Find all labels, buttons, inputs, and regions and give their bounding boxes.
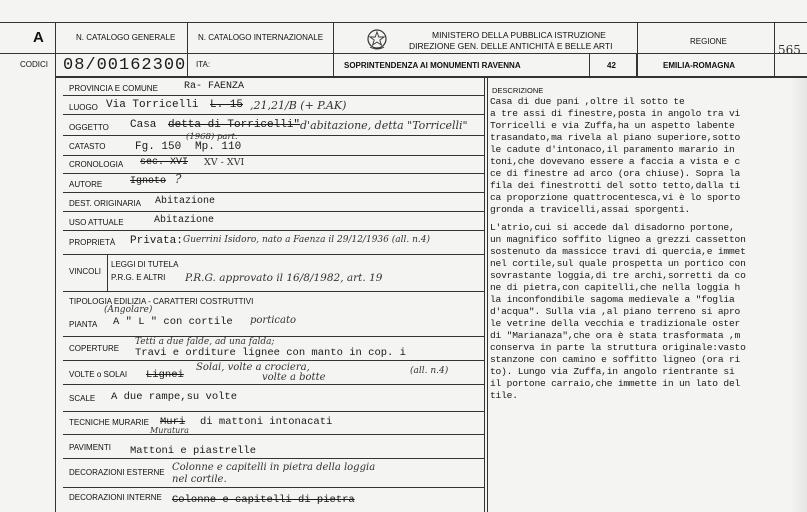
luogo-label: LUOGO — [69, 103, 98, 112]
oggetto-handwritten: d'abitazione, detta "Torricelli" — [300, 119, 468, 132]
cronologia-struck: sec. XVI — [140, 157, 189, 168]
autore-handwritten: ? — [175, 172, 182, 186]
provincia-value: Ra- FAENZA — [184, 81, 245, 92]
divider — [63, 192, 484, 193]
nct-generale-label: N. CATALOGO GENERALE — [76, 33, 176, 42]
regione-label: REGIONE — [690, 37, 727, 46]
description-line: Torricelli e via Zuffa,ha un aspetto labente — [490, 120, 735, 131]
paper-edge-shadow — [790, 77, 807, 512]
divider — [63, 434, 484, 435]
divider — [63, 384, 484, 385]
description-line: le vetrine della vecchia e tradizionale oster — [490, 318, 741, 329]
divider — [63, 230, 484, 231]
tipologia-label: TIPOLOGIA EDILIZIA - CARATTERI COSTRUTTIVI — [69, 297, 254, 306]
proprieta-label: PROPRIETÀ — [69, 238, 116, 247]
description-line: stanzone con camino e soffitto ligneo (ora ri — [490, 354, 741, 365]
volte-handwritten-2: volte a botte — [262, 372, 326, 383]
dec-esterne-label: DECORAZIONI ESTERNE — [69, 468, 165, 477]
divider — [63, 211, 484, 212]
description-line: conserva in parte la struttura originale:vasto — [490, 342, 746, 353]
description-line: a tre assi di finestre,posta in angolo tra vi — [490, 108, 741, 119]
dec-interne-label: DECORAZIONI INTERNE — [69, 493, 162, 502]
scale-label: SCALE — [69, 394, 96, 403]
code-42: 42 — [607, 61, 616, 70]
description-line: sostenuto da massicce travi di quercia,e immet — [490, 246, 746, 257]
description-line: Casa di due pani ,oltre il sotto te — [490, 96, 685, 107]
divider — [63, 114, 484, 115]
description-line: ca proporzione quattrocentesca,vi è lo sporto — [490, 192, 741, 203]
ghost-letters: ITA: — [196, 60, 211, 69]
tecniche-struck: Muri — [160, 416, 186, 428]
ministry-line-2: DIREZIONE GEN. DELLE ANTICHITÀ E BELLE ARTI — [409, 41, 613, 51]
descrizione-label: DESCRIZIONE — [492, 86, 544, 95]
divider — [107, 254, 108, 291]
luogo-struck: L. 15 — [210, 99, 244, 111]
pianta-handwritten: porticato — [250, 315, 297, 326]
description-line: toni,che dovevano essere a faccia a vista e c — [490, 156, 741, 167]
card-letter: A — [33, 29, 44, 46]
uso-label: USO ATTUALE — [69, 218, 124, 227]
divider — [589, 53, 590, 76]
autore-label: AUTORE — [69, 180, 103, 189]
provincia-label: PROVINCIA E COMUNE — [69, 84, 158, 93]
header-bottom-rule — [55, 76, 807, 78]
pavimenti-value: Mattoni e piastrelle — [130, 445, 257, 457]
dest-value: Abitazione — [155, 196, 216, 207]
tecniche-label: TECNICHE MURARIE — [69, 418, 150, 427]
divider — [55, 22, 56, 512]
divider — [484, 77, 485, 512]
luogo-handwritten: ,21,21/B (+ P.AK) — [250, 99, 347, 112]
description-line: ne di pietra,con capitelli,che nella loggia h — [490, 282, 741, 293]
cronologia-handwritten: XV - XVI — [204, 157, 245, 168]
divider — [774, 22, 775, 76]
tecniche-handwritten: Muratura — [150, 426, 189, 435]
divider — [637, 22, 638, 76]
oggetto-label: OGGETTO — [69, 123, 109, 132]
description-line: la inconfondibile sagoma medievale a "foglia — [490, 294, 735, 305]
divider — [63, 291, 484, 292]
description-line: L'atrio,cui si accede dal disadorno portone, — [490, 222, 735, 233]
prg-label: P.R.G. E ALTRI — [111, 273, 166, 282]
proprieta-typed: Privata: — [130, 235, 183, 247]
pianta-typed: A " L " con cortile — [113, 316, 233, 328]
autore-value: Ignoto — [130, 176, 167, 187]
coperture-label: COPERTURE — [69, 344, 120, 353]
catalog-code-value: 08/00162300 — [63, 56, 187, 75]
ministry-line-1: MINISTERO DELLA PUBBLICA ISTRUZIONE — [432, 30, 606, 40]
divider — [63, 360, 484, 361]
catasto-value: Fg. 150 — [135, 141, 182, 153]
vincoli-handwritten: P.R.G. approvato il 16/8/1982, art. 19 — [185, 272, 383, 284]
description-line: le cadute d'intonaco,il paramento marario in — [490, 144, 735, 155]
description-line: un magnifico soffito ligneo a grezzi cassetton — [490, 234, 746, 245]
pianta-label: PIANTA — [69, 320, 98, 329]
description-line: il portone carraio,che immette in un lato del — [490, 378, 741, 389]
catasto-value-2: Mp. 110 — [195, 141, 242, 153]
leggi-label: LEGGI DI TUTELA — [111, 260, 179, 269]
description-line: ce di finestre ad arco (ora chiuse). Sopra la — [490, 168, 741, 179]
coperture-handwritten: Tetti a due falde, ad una falda; — [135, 337, 275, 347]
description-line: d'acqua". Sulla via ,al piano terreno si apro — [490, 306, 741, 317]
description-line: gronda a travicelli,assai sporgenti. — [490, 204, 691, 215]
luogo-value: Via Torricelli — [106, 99, 199, 111]
divider — [63, 487, 484, 488]
divider — [63, 173, 484, 174]
divider — [333, 22, 334, 76]
divider — [636, 53, 637, 76]
tecniche-typed: di mattoni intonacati — [200, 416, 333, 428]
divider — [63, 135, 484, 136]
header-top-rule — [0, 22, 807, 23]
codici-label: CODICI — [20, 60, 48, 69]
pavimenti-label: PAVIMENTI — [69, 443, 111, 452]
description-line: nel cortile,sul quale prospetta un portico con — [490, 258, 746, 269]
divider — [63, 95, 484, 96]
description-line: di "Marianaza",che ora è stata trasformata ,m — [490, 330, 741, 341]
volte-handwritten-3: (all. n.4) — [410, 366, 449, 376]
uso-value: Abitazione — [154, 215, 215, 226]
oggetto-typed: Casa — [130, 119, 157, 131]
volte-struck: Lignei — [146, 369, 184, 381]
divider — [63, 254, 484, 255]
catasto-handwritten: (1968) part. — [186, 132, 238, 142]
dec-esterne-handwritten-2: nel cortile. — [172, 474, 227, 485]
divider — [63, 411, 484, 412]
nct-internazionale-label: N. CATALOGO INTERNAZIONALE — [198, 33, 324, 42]
description-line: sovrastante loggia,di tre archi,sorretti da co — [490, 270, 746, 281]
dec-interne-struck: Colonne e capitelli di pietra — [172, 494, 355, 506]
description-line: fila dei finestrotti del sotto tetto,dalla ti — [490, 180, 741, 191]
republic-emblem-icon — [366, 27, 388, 51]
description-line: trasandato,ma rivela al piano superiore,sotto — [490, 132, 741, 143]
dec-esterne-handwritten-1: Colonne e capitelli in pietra della loggia — [172, 462, 376, 473]
vincoli-label: VINCOLI — [69, 267, 102, 276]
scale-value: A due rampe,su volte — [111, 391, 238, 403]
header-row-rule — [0, 53, 807, 54]
proprieta-handwritten: Guerrini Isidoro, nato a Faenza il 29/12/1936 (all. n.4) — [183, 235, 430, 245]
soprintendenza-value: SOPRINTENDENZA AI MONUMENTI RAVENNA — [344, 61, 521, 70]
regione-number: 565 — [778, 43, 801, 57]
catasto-label: CATASTO — [69, 142, 106, 151]
description-line: to). Lungo via Zuffa,in angolo rientrante si — [490, 366, 735, 377]
cronologia-label: CRONOLOGIA — [69, 160, 124, 169]
oggetto-struck: detta di Torricelli" — [168, 119, 301, 131]
divider — [487, 77, 488, 512]
divider — [187, 22, 188, 76]
coperture-typed: Travi e orditure lignee con manto in cop. i — [135, 347, 406, 359]
regione-value: EMILIA-ROMAGNA — [663, 61, 735, 70]
divider — [63, 155, 484, 156]
description-line: tile. — [490, 390, 518, 401]
volte-label: VOLTE o SOLAI — [69, 370, 128, 379]
dest-label: DEST. ORIGINARIA — [69, 199, 142, 208]
pianta-handwritten-top: (Angolare) — [104, 305, 153, 315]
divider — [63, 458, 484, 459]
volte-handwritten-1: Solai, volte a crociera, — [196, 362, 310, 373]
